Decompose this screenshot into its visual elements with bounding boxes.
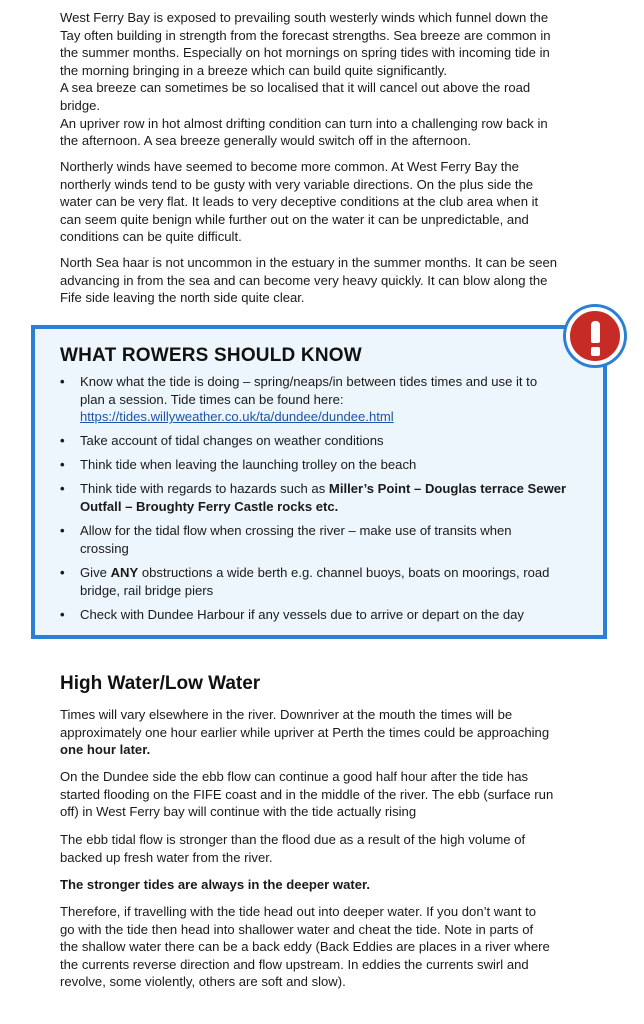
bullet: • (60, 374, 65, 389)
list-item-text: Take account of tidal changes on weather conditions (80, 433, 384, 448)
emphasis-text: one hour later. (60, 742, 151, 758)
hazard-text: Outfall – Broughty Ferry Castle rocks etc. (80, 498, 339, 514)
text-line: On the Dundee side the ebb flow can continue a good half hour after the tide has (60, 769, 529, 784)
tide-times-link[interactable]: https://tides.willyweather.co.uk/ta/dundee/dundee.html (80, 409, 394, 425)
bullet: • (60, 433, 65, 448)
text-line: the currents reverse direction and flow upstream. In eddies the currents swirl and (60, 956, 529, 972)
text-line: Northerly winds have seemed to become more common. At West Ferry Bay the (60, 159, 519, 174)
text-line: plan a session. Tide times can be found here: (80, 391, 344, 407)
text-line: the afternoon. A sea breeze generally would switch off in the afternoon. (60, 133, 472, 149)
section-paragraph-timing (60, 706, 586, 759)
text-line: started flooding on the FIFE coast and in the middle of the river. The ebb (surface run (60, 786, 554, 802)
text-line: bridge. (60, 97, 101, 113)
section-paragraph-flow (60, 831, 586, 866)
text-line: the shallow water there can be a back eddy (Back Eddies are places in a river where (60, 939, 550, 955)
text-line: An upriver row in hot almost drifting condition can turn into a challenging row back in (60, 115, 548, 131)
text-span: Give (80, 565, 111, 580)
text-line: Times will vary elsewhere in the river. Downriver at the mouth the times will be (60, 707, 513, 722)
callout-title: WHAT ROWERS SHOULD KNOW (60, 345, 362, 366)
bullet: • (60, 565, 65, 580)
text-span: Think tide with regards to hazards such as (80, 481, 329, 496)
exclamation-bar (591, 321, 600, 343)
text-span: obstructions a wide berth e.g. channel buoys, boats on moorings, road (138, 565, 550, 580)
text-line: Fife side leaving the north side quite clear. (60, 290, 305, 306)
text-line: can seem quite benign while further out on the water it can be unpredictable, and (60, 211, 529, 227)
text-line: The ebb tidal flow is stronger than the flood due as a result of the high volume of (60, 832, 526, 847)
text-line: A sea breeze can sometimes be so localised that it will cancel out above the road (60, 80, 531, 96)
emphasis-text: ANY (110, 565, 139, 580)
exclamation-dot (591, 347, 600, 356)
text-line: Allow for the tidal flow when crossing the river – make use of transits when (80, 523, 512, 538)
section-heading: High Water/Low Water (60, 673, 261, 694)
section-paragraph-eddy (60, 903, 586, 991)
text-line: backed up fresh water from the river. (60, 849, 273, 865)
text-line: off) in West Ferry bay will continue with the tide actually rising (60, 804, 417, 820)
bullet: • (60, 607, 65, 622)
text-line: conditions can be quite difficult. (60, 229, 242, 245)
text-line: water can be very flat. It leads to very deceptive conditions at the club area when it (60, 194, 539, 210)
text-line: crossing (80, 540, 129, 556)
list-item-text: Check with Dundee Harbour if any vessels due to arrive or depart on the day (80, 607, 524, 622)
section-paragraph-ebb (60, 768, 586, 821)
bullet: • (60, 457, 65, 472)
text-line: approximately one hour earlier while upriver at Perth the times could be approaching (60, 724, 550, 740)
text-line: the morning bringing in a breeze which can build quite significantly. (60, 62, 447, 78)
text-line: bridge, rail bridge piers (80, 582, 214, 598)
text-line: advancing in from the sea and can become very heavy quickly. It can blow along the (60, 272, 548, 288)
exclamation-icon (566, 307, 624, 365)
hazard-text: Miller’s Point – Douglas terrace Sewer (328, 481, 567, 496)
text-line: revolve, some violently, others are soft and slow). (60, 974, 346, 990)
text-line: North Sea haar is not uncommon in the estuary in the summer months. It can be seen (60, 255, 558, 270)
text-line: West Ferry Bay is exposed to prevailing south westerly winds which funnel down the (60, 10, 549, 25)
bullet: • (60, 523, 65, 538)
text-line: go with the tide then head into shallower water and cheat the tide. Note in parts of (60, 921, 534, 937)
text-line: northerly winds tend to be gusty with very variable directions. On the plus side the (60, 176, 534, 192)
intro-paragraph-haar (60, 254, 586, 307)
text-line: Therefore, if travelling with the tide head out into deeper water. If you don’t want to (60, 904, 537, 919)
text-line: the summer months. Especially on hot mornings on spring tides with incoming tide in (60, 45, 550, 61)
section-paragraph-stronger (60, 876, 586, 894)
text-line: Know what the tide is doing – spring/neaps/in between tides times and use it to (80, 374, 538, 389)
emphasis-text: The stronger tides are always in the deeper water. (60, 877, 370, 892)
bullet: • (60, 481, 65, 496)
list-item-text: Think tide when leaving the launching trolley on the beach (80, 457, 417, 472)
text-line: Tay often building in strength from the forecast strengths. Sea breeze are common in (60, 27, 551, 43)
intro-paragraph-northerly (60, 158, 586, 246)
intro-paragraph-winds (60, 9, 586, 150)
